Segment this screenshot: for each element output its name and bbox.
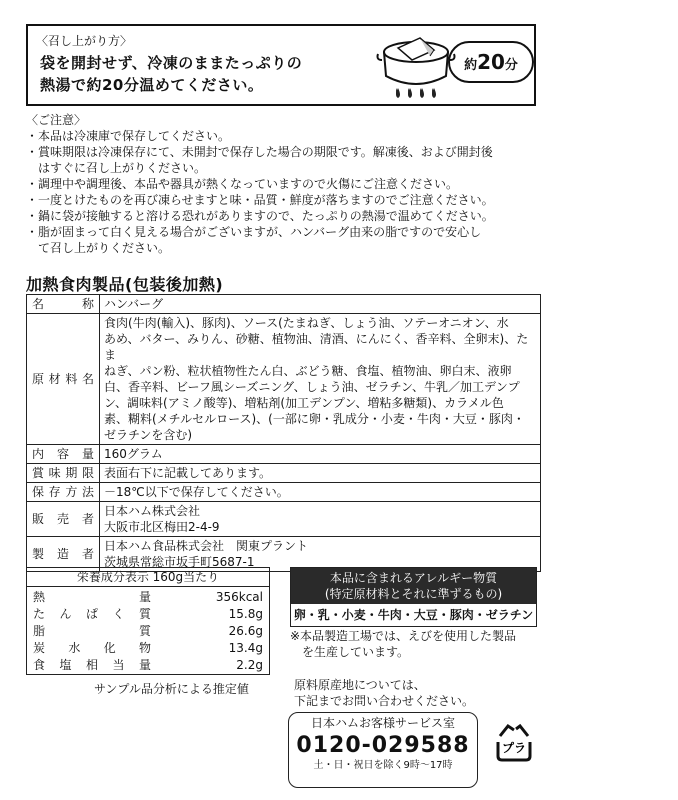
nutrient-name: 炭水化物: [33, 641, 151, 655]
value-line: ハンバーグ: [104, 297, 164, 311]
nutrition-row: [33, 623, 263, 639]
label-name: 名称: [27, 295, 100, 314]
nutrition-row: [33, 657, 263, 673]
value-line: 160グラム: [104, 447, 163, 461]
label-manufacturer: 製造者: [27, 537, 100, 572]
preparation-line-2: 熱湯で約20分温めてください。: [40, 76, 264, 94]
factory-note: [290, 628, 540, 660]
allergy-heading: [291, 568, 536, 604]
nutrient-value: 13.4g: [228, 641, 263, 655]
boiling-pot-icon: [374, 30, 458, 102]
value-line: 素、糊料(メチルセルロース)、(一部に卵・乳成分・小麦・牛肉・大豆・豚肉・: [104, 412, 525, 426]
caution-item: ・本品は冷凍庫で保存してください。: [26, 129, 231, 143]
table-row: [27, 464, 541, 483]
recycle-label: プラ: [501, 741, 527, 755]
nutrient-name: 食塩相当量: [33, 658, 151, 672]
value-line: あめ、バター、みりん、砂糖、植物油、清酒、にんにく、香辛料、全卵末)、たま: [104, 332, 529, 362]
nutrition-row: [33, 640, 263, 656]
product-info-table: [26, 294, 541, 572]
value-line: ゼラチンを含む): [104, 428, 193, 442]
service-hours: 土・日・祝日を除く9時～17時: [313, 760, 453, 771]
factory-note-line-1: ※本品製造工場では、えびを使用した製品: [290, 629, 517, 643]
table-row: [27, 445, 541, 464]
preparation-line-1: 袋を開封せず、冷凍のままたっぷりの: [40, 54, 303, 72]
value-line: 表面右下に記載してあります。: [104, 466, 272, 480]
value-name: [100, 295, 541, 314]
allergy-box: [290, 567, 537, 627]
preparation-box: [26, 24, 536, 106]
caution-item: ・賞味期限は冷凍保存にて、未開封で保存した場合の期限です。解凍後、および開封後: [26, 145, 493, 159]
service-name: 日本ハムお客様サービス室: [310, 716, 455, 730]
nutrient-value: 2.2g: [236, 658, 263, 672]
nutrient-name: 脂質: [33, 624, 151, 638]
nutrient-value: 356kcal: [215, 590, 263, 604]
label-best-before: 賞味期限: [27, 464, 100, 483]
label-seller: 販売者: [27, 502, 100, 537]
recycle-plastic-icon: [492, 720, 536, 768]
label-storage: 保存方法: [27, 483, 100, 502]
table-row: [27, 295, 541, 314]
origin-note: [294, 677, 474, 709]
time-badge: [448, 41, 534, 83]
table-row: [27, 314, 541, 445]
origin-line-1: 原料原産地については、: [294, 678, 426, 692]
caution-item: て召し上がりください。: [26, 241, 171, 255]
value-storage: [100, 483, 541, 502]
service-phone: 0120-029588: [296, 733, 470, 758]
table-row: [27, 502, 541, 537]
cautions-heading: 〈ご注意〉: [26, 113, 87, 127]
value-line: 大阪市北区梅田2-4-9: [104, 520, 220, 534]
value-line: 日本ハム食品株式会社 関東プラント: [104, 539, 309, 553]
preparation-heading: 〈召し上がり方〉: [36, 34, 133, 48]
nutrition-row: [33, 606, 263, 622]
value-ingredients: [100, 314, 541, 445]
factory-note-line-2: を生産しています。: [290, 645, 410, 659]
cautions: [26, 112, 546, 256]
nutrition-box: [26, 567, 270, 675]
value-best-before: [100, 464, 541, 483]
allergy-heading-line-1: 本品に含まれるアレルギー物質: [329, 571, 498, 585]
nutrient-value: 26.6g: [228, 624, 263, 638]
nutrient-value: 15.8g: [228, 607, 263, 621]
label-content-amount: 内容量: [27, 445, 100, 464]
caution-item: ・一度とけたものを再び凍らせますと味・品質・鮮度が落ちますのでご注意ください。: [26, 193, 494, 207]
nutrition-heading: 栄養成分表示 160g当たり: [27, 568, 269, 587]
nutrition-note: サンプル品分析による推定値: [94, 682, 249, 696]
value-line: 茨城県常総市坂手町5687-1: [104, 555, 255, 569]
nutrient-name: たんぱく質: [33, 607, 151, 621]
time-value: 20: [477, 50, 505, 74]
nutrition-row: [33, 589, 263, 605]
value-line: ねぎ、パン粉、粒状植物性たん白、ぶどう糖、食塩、植物油、卵白末、液卵: [104, 364, 512, 378]
label-ingredients: 原材料名: [27, 314, 100, 445]
time-prefix: 約: [464, 58, 478, 73]
caution-item: ・脂が固まって白く見える場合がございますが、ハンバーグ由来の脂ですので安心し: [26, 225, 482, 239]
caution-item: ・調理中や調理後、本品や器具が熱くなっていますので火傷にご注意ください。: [26, 177, 459, 191]
value-line: 食肉(牛肉(輸入)、豚肉)、ソース(たまねぎ、しょう油、ソテーオニオン、水: [104, 316, 509, 330]
value-line: ン、調味料(アミノ酸等)、増粘剤(加工デンプン、増粘多糖類)、カラメル色: [104, 396, 504, 410]
table-row: [27, 483, 541, 502]
origin-line-2: 下記までお問い合わせください。: [294, 694, 475, 708]
value-line: －18℃以下で保存してください。: [104, 485, 289, 499]
customer-service-box: [288, 712, 478, 788]
caution-item: ・鍋に袋が接触すると溶ける恐れがありますので、たっぷりの熱湯で温めてください。: [26, 209, 494, 223]
nutrient-name: 熱量: [33, 590, 151, 604]
allergy-heading-line-2: (特定原材料とそれに準ずるもの): [324, 587, 503, 601]
time-unit: 分: [504, 58, 518, 73]
allergen-list: 卵・乳・小麦・牛肉・大豆・豚肉・ゼラチン: [293, 608, 534, 622]
value-line: 白、香辛料、ビーフ風シーズニング、しょう油、ゼラチン、牛乳／加工デンプ: [104, 380, 520, 394]
value-seller: [100, 502, 541, 537]
value-content-amount: [100, 445, 541, 464]
value-line: 日本ハム株式会社: [104, 504, 201, 518]
product-category-title: 加熱食肉製品(包装後加熱): [26, 275, 224, 294]
caution-item: はすぐに召し上がりください。: [26, 161, 207, 175]
